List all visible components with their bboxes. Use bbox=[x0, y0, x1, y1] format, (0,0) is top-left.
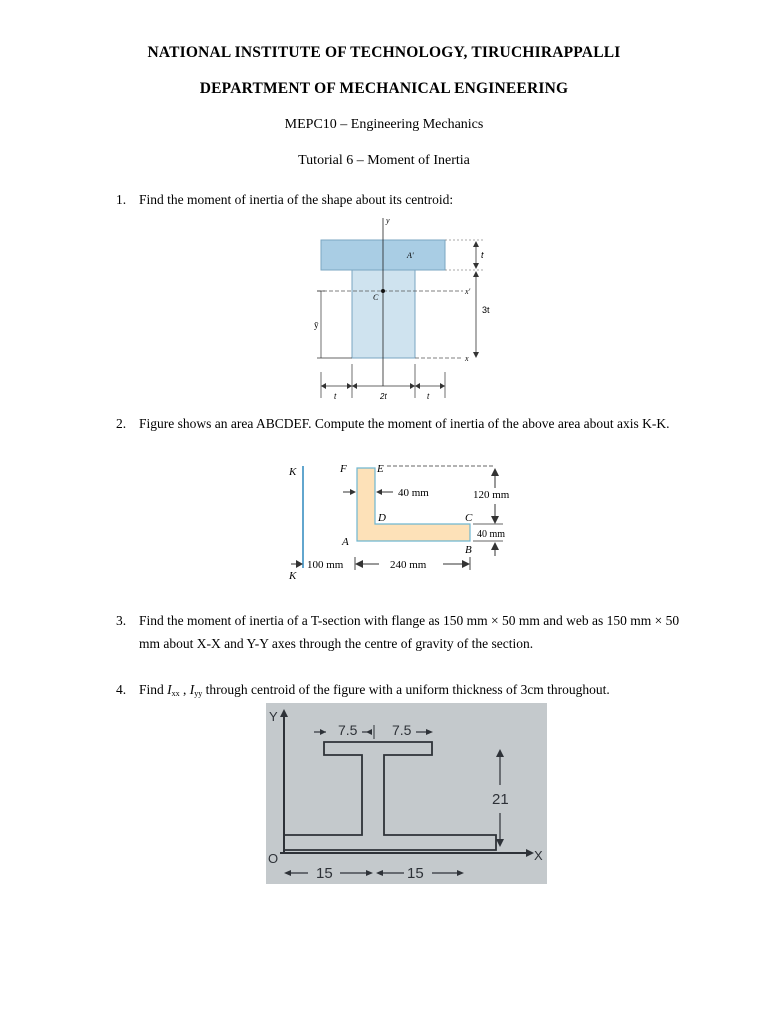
question-4 bbox=[116, 678, 681, 705]
bottom-left-dim-label: 15 bbox=[316, 865, 333, 882]
dim-40-right-label: 40 mm bbox=[477, 529, 506, 540]
question-text: Find the moment of inertia of the shape about its centroid: bbox=[139, 192, 454, 207]
question-3 bbox=[116, 609, 681, 655]
t-right-label: t bbox=[481, 250, 484, 260]
question-text: Find $I_{xx}$ , $I_{yy}$ through centroid of the figure with a uniform thickness of 3cm throughout. bbox=[139, 682, 610, 698]
vertex-e: E bbox=[377, 463, 384, 475]
question-number: 2. bbox=[116, 416, 127, 431]
t-left-label: t bbox=[334, 392, 337, 401]
dim-240-label: 240 mm bbox=[390, 559, 427, 571]
question-number: 1. bbox=[116, 192, 127, 207]
bottom-right-dim-label: 15 bbox=[407, 865, 424, 882]
top-right-dim-label: 7.5 bbox=[392, 722, 412, 738]
question-2 bbox=[116, 412, 681, 435]
vertex-d: D bbox=[378, 512, 386, 524]
top-left-dim-label: 7.5 bbox=[338, 722, 358, 738]
t-far-label: t bbox=[427, 392, 430, 401]
centroid-dot bbox=[381, 289, 385, 293]
area-label: A' bbox=[407, 251, 414, 260]
l-shape bbox=[357, 468, 470, 541]
y-axis-label: y bbox=[386, 216, 390, 225]
iyy-symbol: I bbox=[189, 682, 195, 697]
course-title: MEPC10 – Engineering Mechanics bbox=[284, 117, 484, 132]
web-shape bbox=[352, 270, 415, 358]
dim-40-top-label: 40 mm bbox=[398, 487, 429, 499]
question-text: Find the moment of inertia of a T-section with flange as 150 mm × 50 mm and web as 150 mm × 50 mm about X-X and Y-Y axes through the centre of gravity of the section. bbox=[139, 613, 680, 651]
height-dim-label: 21 bbox=[492, 791, 509, 808]
x-axis-label: X bbox=[534, 848, 543, 863]
question-number: 4. bbox=[116, 682, 127, 697]
y-axis-label: Y bbox=[269, 709, 278, 724]
i-section-photo-figure bbox=[266, 703, 547, 884]
centroid-label: C bbox=[373, 293, 379, 302]
x-prime-label: x' bbox=[465, 287, 471, 296]
vertex-a: A bbox=[342, 536, 349, 548]
two-t-label: 2t bbox=[380, 392, 387, 401]
tutorial-title: Tutorial 6 – Moment of Inertia bbox=[298, 153, 470, 168]
vertex-c: C bbox=[465, 512, 473, 524]
question-1 bbox=[116, 188, 681, 211]
vertex-b: B bbox=[465, 544, 472, 556]
question-number: 3. bbox=[116, 613, 127, 628]
ybar-label: ȳ bbox=[314, 320, 319, 330]
vertex-f: F bbox=[340, 463, 347, 475]
dim-100-label: 100 mm bbox=[307, 559, 344, 571]
ixx-subscript: xx bbox=[171, 689, 180, 698]
three-t-label: 3t bbox=[482, 305, 490, 315]
l-section-figure bbox=[283, 458, 533, 584]
question-text: Figure shows an area ABCDEF. Compute the moment of inertia of the above area about axis K-K. bbox=[139, 416, 670, 431]
t-section-figure bbox=[285, 214, 525, 404]
iyy-subscript: yy bbox=[194, 689, 203, 698]
ixx-symbol: I bbox=[167, 682, 172, 697]
dim-120-label: 120 mm bbox=[473, 489, 510, 501]
k-bottom-label: K bbox=[289, 570, 297, 582]
origin-label: O bbox=[268, 851, 279, 866]
x-axis-label: x bbox=[465, 354, 469, 363]
k-top-label: K bbox=[289, 466, 297, 478]
institute-title: NATIONAL INSTITUTE OF TECHNOLOGY, TIRUCHIRAPPALLI bbox=[147, 44, 621, 61]
department-title: DEPARTMENT OF MECHANICAL ENGINEERING bbox=[199, 80, 569, 97]
